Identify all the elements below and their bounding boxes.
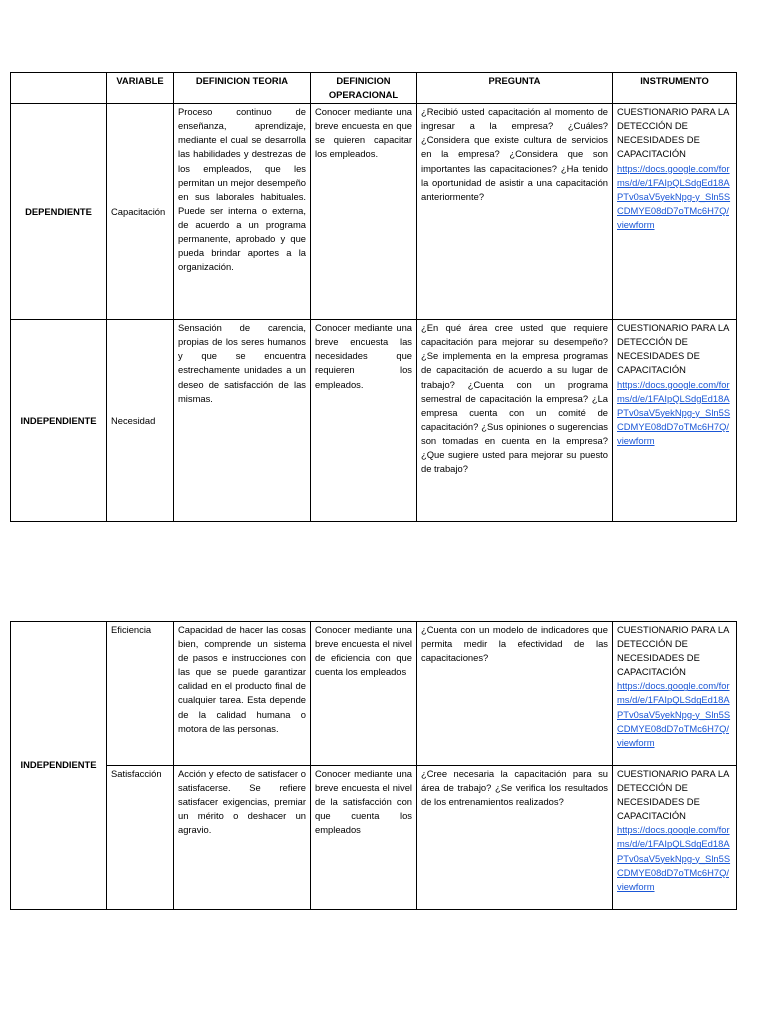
table-row (11, 320, 737, 522)
teoria-cell: Sensación de carencia, propias de los seres humanos y que se encuentra estrechamente unidades a un deseo de satisfacción de las mismas. (174, 320, 311, 522)
instrument-title: CUESTIONARIO PARA LA DETECCIÓN DE NECESIDADES DE CAPACITACIÓN (617, 106, 729, 160)
teoria-cell: Proceso continuo de enseñanza, aprendizaje, mediante el cual se desarrolla las habilidades y destrezas de los empleados, que les permitan un mejor desempeño en sus laborales habituales. Puede ser interna o externa, de acuerdo a un programa permanente, aprobado y que pueda brindar aportes a la organización. (174, 104, 311, 320)
instrument-link[interactable]: https://docs.google.com/forms/d/e/1FAIpQLSdgEd18APTv0saV5yekNpg-y_Sln5SCDMYE08dD7oTMc6H7Q/viewform (617, 680, 731, 748)
header-variable: VARIABLE (107, 73, 174, 104)
header-type (11, 73, 107, 104)
variable-type-cell: DEPENDIENTE (11, 104, 107, 320)
variable-type-cell: INDEPENDIENTE (11, 320, 107, 522)
table-row (11, 766, 737, 910)
operacional-cell: Conocer mediante una breve encuesta en que se quieren capacitar los empleados. (311, 104, 417, 320)
instrument-title: CUESTIONARIO PARA LA DETECCIÓN DE NECESIDADES DE CAPACITACIÓN (617, 768, 729, 822)
pregunta-cell: ¿En qué área cree usted que requiere capacitación para mejorar su desempeño? ¿Se implementa en la empresa programas de capacitación de acuerdo a su lugar de trabajo? ¿Cuenta con un programa semestral de capacitación la empresa? ¿La empresa cuenta con un comité de capacitación? ¿Sus opiniones o sugerencias son tomadas en cuenta en la empresa? ¿Que sugiere usted para mejorar su puesto de trabajo? (417, 320, 613, 522)
header-row (11, 73, 737, 104)
instrument-title: CUESTIONARIO PARA LA DETECCIÓN DE NECESIDADES DE CAPACITACIÓN (617, 322, 729, 376)
header-instrumento: INSTRUMENTO (613, 73, 737, 104)
teoria-cell: Capacidad de hacer las cosas bien, comprende un sistema de pasos e instrucciones con las que se puede garantizar calidad en el producto final de cualquier tarea. Esta depende de la calidad humana o motora de las personas. (174, 622, 311, 766)
operationalization-table-1 (10, 72, 737, 522)
variable-cell: Capacitación (107, 104, 174, 320)
table-row (11, 622, 737, 766)
operacional-cell: Conocer mediante una breve encuesta las necesidades que requieren los empleados. (311, 320, 417, 522)
header-operacional: DEFINICION OPERACIONAL (311, 73, 417, 104)
instrumento-cell (613, 104, 737, 320)
header-teoria: DEFINICION TEORIA (174, 73, 311, 104)
operacional-cell: Conocer mediante una breve encuesta el nivel de eficiencia con que cuenta los empleados (311, 622, 417, 766)
header-pregunta: PREGUNTA (417, 73, 613, 104)
pregunta-cell: ¿Cree necesaria la capacitación para su área de trabajo? ¿Se verifica los resultados de los entrenamientos realizados? (417, 766, 613, 910)
variable-cell: Eficiencia (107, 622, 174, 766)
instrumento-cell (613, 766, 737, 910)
instrument-link[interactable]: https://docs.google.com/forms/d/e/1FAIpQLSdgEd18APTv0saV5yekNpg-y_Sln5SCDMYE08dD7oTMc6H7Q/viewform (617, 824, 731, 892)
operacional-cell: Conocer mediante una breve encuesta el nivel de la satisfacción con que cuenta los empleados (311, 766, 417, 910)
pregunta-cell: ¿Cuenta con un modelo de indicadores que permita medir la efectividad de las capacitaciones? (417, 622, 613, 766)
variable-type-cell: INDEPENDIENTE (11, 622, 107, 910)
variable-cell: Necesidad (107, 320, 174, 522)
pregunta-cell: ¿Recibió usted capacitación al momento de ingresar a la empresa? ¿Cuáles? ¿Considera que existe cultura de servicios en la empresa? ¿Considera que son importantes las capacitaciones? ¿Ha tenido la oportunidad de asistir a una capacitación anteriormente? (417, 104, 613, 320)
teoria-cell: Acción y efecto de satisfacer o satisfacerse. Se refiere satisfacer exigencias, premiar un mérito o deshacer un agravio. (174, 766, 311, 910)
operationalization-table-2 (10, 621, 737, 910)
table-row (11, 104, 737, 320)
instrument-link[interactable]: https://docs.google.com/forms/d/e/1FAIpQLSdgEd18APTv0saV5yekNpg-y_Sln5SCDMYE08dD7oTMc6H7Q/viewform (617, 378, 731, 446)
variable-cell: Satisfacción (107, 766, 174, 910)
instrumento-cell (613, 320, 737, 522)
instrument-link[interactable]: https://docs.google.com/forms/d/e/1FAIpQLSdgEd18APTv0saV5yekNpg-y_Sln5SCDMYE08dD7oTMc6H7Q/viewform (617, 162, 731, 230)
instrument-title: CUESTIONARIO PARA LA DETECCIÓN DE NECESIDADES DE CAPACITACIÓN (617, 624, 729, 678)
instrumento-cell (613, 622, 737, 766)
